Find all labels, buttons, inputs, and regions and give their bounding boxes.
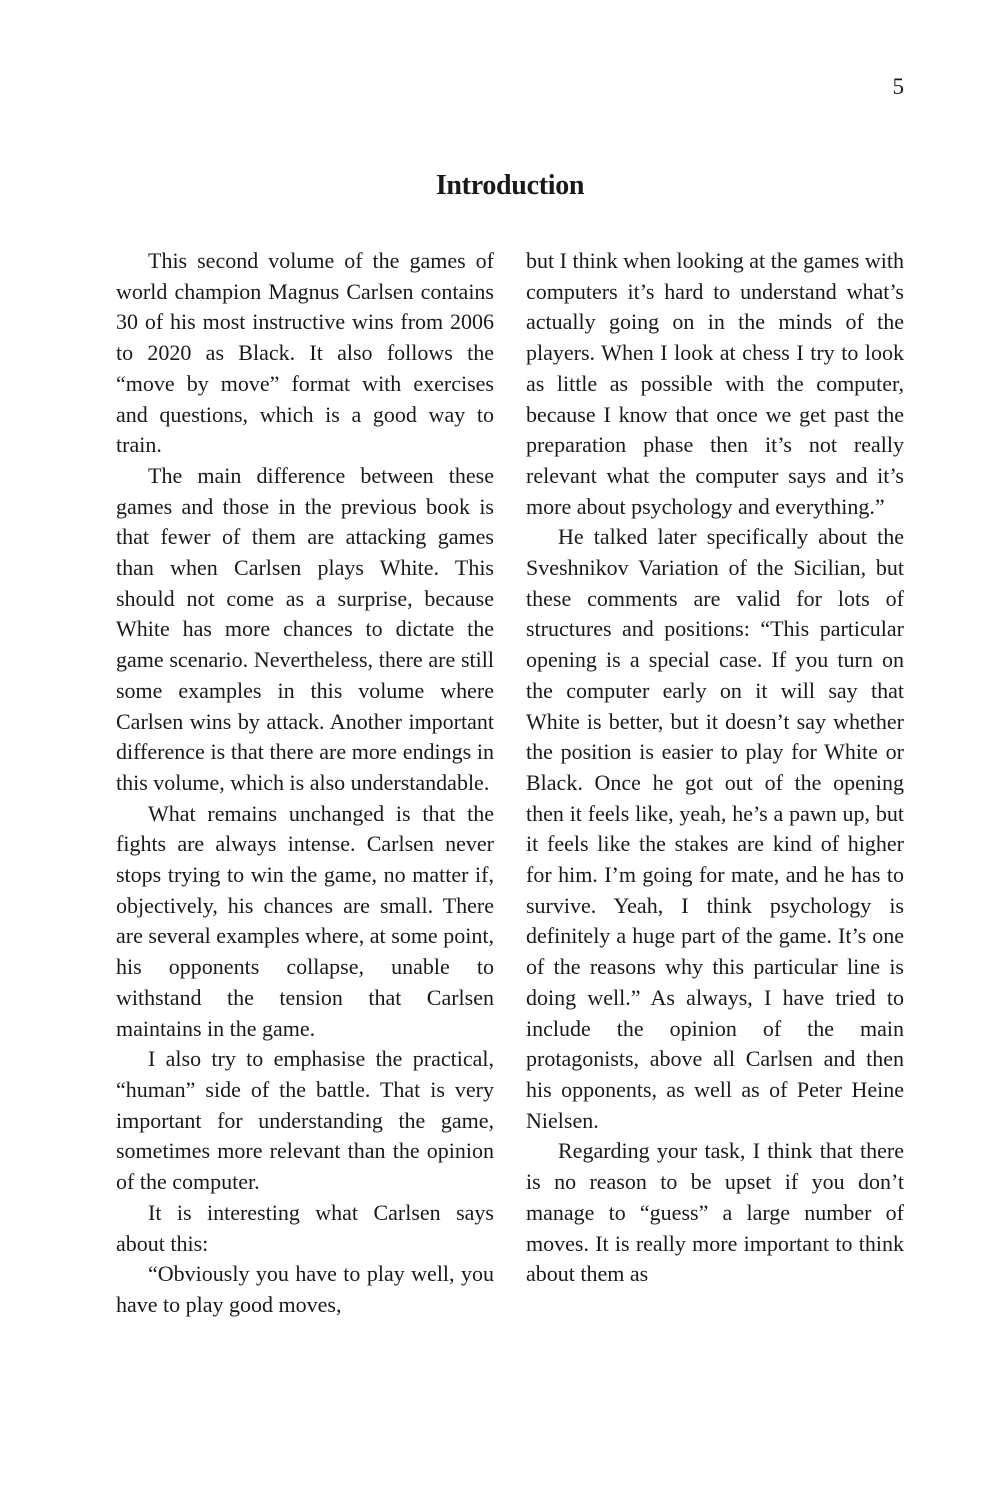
- paragraph: He talked later specifically about the Sveshnikov Variation of the Sicilian, but these comments are valid for lots of structures and positions: “This particular opening is a special case. If you turn on the computer early on it will say that White is better, but it doesn’t say whether the position is easier to play for White or Black. Once he got out of the opening then it feels like, yeah, he’s a pawn up, but it feels like the stakes are kind of higher for him. I’m going for mate, and he has to survive. Yeah, I think psychology is definitely a huge part of the game. It’s one of the reasons why this particular line is doing well.” As always, I have tried to include the opinion of the main protagonists, above all Carlsen and then his opponents, as well as of Peter Heine Nielsen.: [526, 524, 904, 1133]
- paragraph: This second volume of the games of world champion Magnus Carlsen contains 30 of his most instructive wins from 2006 to 2020 as Black. It also follows the “move by move” format with exercises and questions, which is a good way to train.: [116, 248, 494, 458]
- paragraph: Regarding your task, I think that there is no reason to be upset if you don’t manage to “guess” a large number of moves. It is really more important to think about them as: [526, 1138, 904, 1287]
- paragraph: It is interesting what Carlsen says about this:: [116, 1199, 494, 1256]
- paragraph: The main difference between these games and those in the previous book is that fewer of them are attacking games than when Carlsen plays White. This should not come as a surprise, because White has more chances to dictate the game scenario. Nevertheless, there are still some examples in this volume where Carlsen wins by attack. Another important difference is that there are more endings in this volume, which is also understandable.: [116, 462, 494, 795]
- paragraph: “Obviously you have to play well, you have to play good moves,: [116, 1261, 494, 1317]
- paragraph: What remains unchanged is that the fights are always intense. Carlsen never stops trying to win the game, no matter if, objectively, his chances are small. There are several examples where, at some point, his opponents collapse, unable to withstand the tension that Carlsen maintains in the game.: [116, 800, 494, 1041]
- paragraph: I also try to emphasise the practical, “human” side of the battle. That is very important for understanding the game, sometimes more relevant than the opinion of the computer.: [116, 1046, 494, 1195]
- left-column: [116, 246, 494, 1396]
- right-column: [526, 246, 904, 1396]
- paragraph-continuation: but I think when looking at the games with computers it’s hard to understand what’s actually going on in the minds of the players. When I look at chess I try to look as little as possible with the computer, because I know that once we get past the preparation phase then it’s not really relevant what the computer says and it’s more about psychology and everything.”: [526, 248, 904, 519]
- page-number: 5: [892, 74, 904, 99]
- page-title: Introduction: [435, 169, 585, 201]
